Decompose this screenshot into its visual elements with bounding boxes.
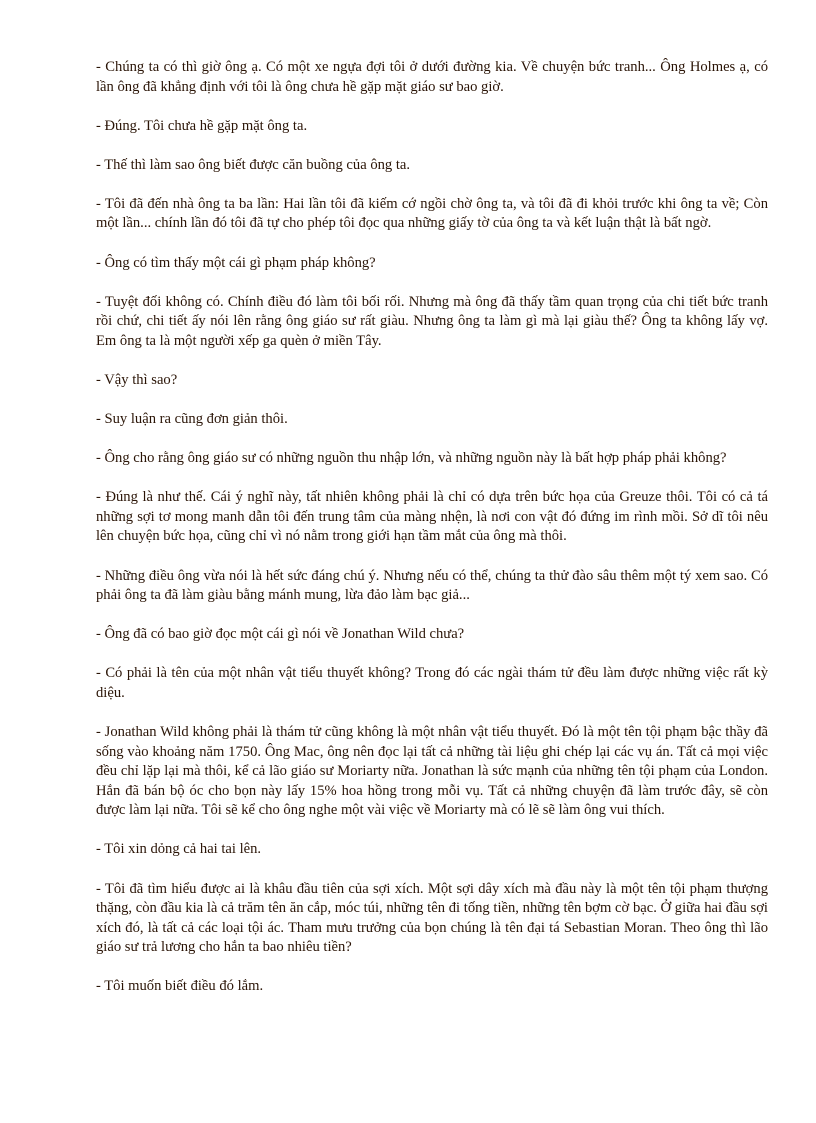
paragraph-11: - Những điều ông vừa nói là hết sức đáng chú ý. Nhưng nếu có thể, chúng ta thử đào sâu thêm một tý xem sao. Có phải ông ta đã làm giàu bằng mánh mung, lừa đảo làm bạc giả...	[96, 567, 768, 604]
paragraph-13: - Có phải là tên của một nhân vật tiểu thuyết không? Trong đó các ngài thám tử đều làm được những việc rất kỳ diệu.	[96, 665, 768, 701]
document-page	[96, 58, 768, 1017]
paragraph-3: - Thế thì làm sao ông biết được căn buồng của ông ta.	[96, 156, 411, 173]
paragraph-14: - Jonathan Wild không phải là thám tử cũng không là một nhân vật tiểu thuyết. Đó là một tên tội phạm bậc thầy đã sống vào khoảng năm 1750. Ông Mac, ông nên đọc lại tất cả những tài liệu ghi chép lại các vụ án. Tất cả mọi việc đều chỉ lặp lại mà thôi, kể cả lão giáo sư Moriarty nữa. Jonathan là sức mạnh của những tên tội phạm của London. Hắn đã bán bộ óc cho bọn này lấy 15% hoa hồng trong mỗi vụ. Tất cả những chuyện đã làm trước đây, sẽ còn được làm lại nữa. Tôi sẽ kể cho ông nghe một vài việc về Moriarty mà có lẽ sẽ làm ông vui thích.	[96, 723, 768, 819]
paragraph-2: - Đúng. Tôi chưa hề gặp mặt ông ta.	[96, 117, 308, 134]
paragraph-4: - Tôi đã đến nhà ông ta ba lần: Hai lần tôi đã kiếm cớ ngồi chờ ông ta, và tôi đã đi khỏi trước khi ông ta về; Còn một lần... chính lần đó tôi đã tự cho phép tôi đọc qua những giấy tờ của ông ta và kết luận thật là bất ngờ.	[96, 195, 768, 232]
paragraph-15: - Tôi xin dỏng cả hai tai lên.	[96, 841, 262, 858]
paragraph-17: - Tôi muốn biết điều đó lắm.	[96, 978, 264, 995]
paragraph-1: - Chúng ta có thì giờ ông ạ. Có một xe ngựa đợi tôi ở dưới đường kia. Về chuyện bức tranh... Ông Holmes ạ, có lần ông đã khẳng định với tôi là ông chưa hề gặp mặt giáo sư bao giờ.	[96, 59, 768, 95]
paragraph-5: - Ông có tìm thấy một cái gì phạm pháp không?	[96, 254, 376, 271]
paragraph-8: - Suy luận ra cũng đơn giản thôi.	[96, 411, 288, 428]
paragraph-10: - Đúng là như thế. Cái ý nghĩ này, tất nhiên không phải là chỉ có dựa trên bức họa của Greuze thôi. Tôi có cả tá những sợi tơ mong manh dẫn tôi đến trung tâm của màng nhện, là nơi con vật đó đứng im rình mồi. Sở dĩ tôi nêu lên chuyện bức họa, cũng chỉ vì nó nằm trong giới hạn tầm mắt của ông mà thôi.	[96, 489, 768, 545]
paragraph-12: - Ông đã có bao giờ đọc một cái gì nói về Jonathan Wild chưa?	[96, 626, 465, 643]
paragraph-16: - Tôi đã tìm hiểu được ai là khâu đầu tiên của sợi xích. Một sợi dây xích mà đầu này là một tên tội phạm thượng thặng, còn đầu kia là cả trăm tên ăn cắp, móc túi, những tên đi tống tiền, những tên bợm cờ bạc. Ở giữa hai đầu sợi xích đó, là tất cả các loại tội ác. Tham mưu trưởng của bọn chúng là tên đại tá Sebastian Moran. Theo ông thì lão giáo sư trả lương cho hắn ta bao nhiêu tiền?	[96, 880, 768, 956]
paragraph-6: - Tuyệt đối không có. Chính điều đó làm tôi bối rối. Nhưng mà ông đã thấy tầm quan trọng của chi tiết bức tranh rồi chứ, chi tiết ấy nói lên rằng ông giáo sư rất giàu. Nhưng ông ta làm gì mà lại giàu thế? Ông ta không lấy vợ. Em ông ta là một người xếp ga quèn ở miền Tây.	[96, 293, 768, 349]
paragraph-9: - Ông cho rằng ông giáo sư có những nguồn thu nhập lớn, và những nguồn này là bất hợp pháp phải không?	[96, 450, 727, 467]
paragraph-7: - Vậy thì sao?	[96, 371, 178, 388]
